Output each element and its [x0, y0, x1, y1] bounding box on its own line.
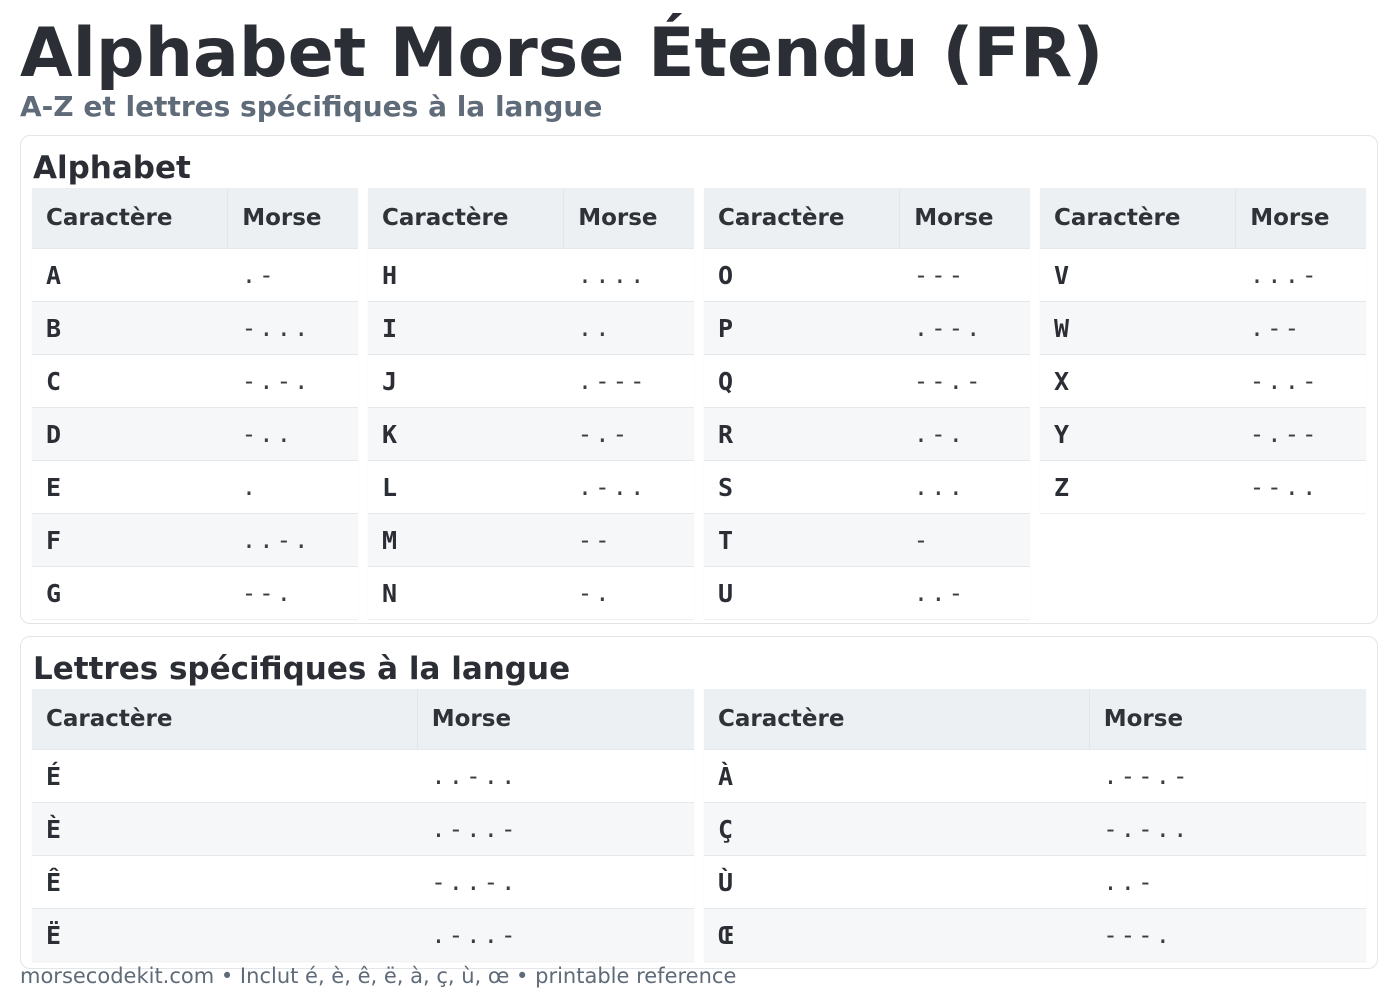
table-row	[32, 461, 358, 514]
morse-code-cell: ..-.	[228, 514, 358, 567]
column-header-morse: Morse	[564, 188, 694, 249]
morse-code-cell: -.-.	[228, 355, 358, 408]
character-cell: S	[704, 461, 900, 514]
table-row	[368, 249, 694, 302]
morse-code-cell: -...	[228, 302, 358, 355]
morse-code-cell: ...	[900, 461, 1030, 514]
table-row	[32, 514, 358, 567]
morse-code-cell: .-..-	[417, 909, 694, 962]
table-row	[704, 803, 1366, 856]
table-row	[704, 461, 1030, 514]
table-row	[368, 302, 694, 355]
morse-code-cell: --.-	[900, 355, 1030, 408]
morse-code-cell: -..-	[1236, 355, 1366, 408]
morse-code-cell: -	[900, 514, 1030, 567]
character-cell: V	[1040, 249, 1236, 302]
character-cell: X	[1040, 355, 1236, 408]
morse-code-cell: --	[564, 514, 694, 567]
table-row	[704, 909, 1366, 962]
table-row	[368, 355, 694, 408]
table-row	[704, 750, 1366, 803]
table-row	[704, 355, 1030, 408]
morse-table	[704, 188, 1030, 619]
morse-code-cell: -.	[564, 567, 694, 620]
morse-code-cell: ---	[900, 249, 1030, 302]
character-cell: K	[368, 408, 564, 461]
alphabet-panel	[20, 135, 1378, 624]
table-row	[368, 408, 694, 461]
table-row	[704, 514, 1030, 567]
morse-code-cell: -.-	[564, 408, 694, 461]
morse-table	[704, 689, 1366, 961]
morse-code-cell: .-..	[564, 461, 694, 514]
character-cell: Œ	[704, 909, 1089, 962]
character-cell: I	[368, 302, 564, 355]
column-header-character: Caractère	[1040, 188, 1236, 249]
column-header-character: Caractère	[704, 689, 1089, 750]
table-row	[32, 856, 694, 909]
morse-code-cell: ..-	[900, 567, 1030, 620]
page-subtitle: A-Z et lettres spécifiques à la langue	[20, 90, 603, 123]
morse-code-cell: .-.	[900, 408, 1030, 461]
morse-code-cell: -.--	[1236, 408, 1366, 461]
table-header-row	[1040, 188, 1366, 249]
character-cell: H	[368, 249, 564, 302]
column-header-character: Caractère	[32, 188, 228, 249]
table-row	[32, 249, 358, 302]
table-header-row	[704, 188, 1030, 249]
table-row	[704, 302, 1030, 355]
character-cell: N	[368, 567, 564, 620]
character-cell: Q	[704, 355, 900, 408]
morse-code-cell: --..	[1236, 461, 1366, 514]
footer-note: morsecodekit.com • Inclut é, è, ê, ë, à, ç, ù, œ • printable reference	[20, 964, 737, 988]
character-cell: C	[32, 355, 228, 408]
morse-code-cell: .	[228, 461, 358, 514]
character-cell: Z	[1040, 461, 1236, 514]
table-row	[368, 514, 694, 567]
character-cell: A	[32, 249, 228, 302]
character-cell: P	[704, 302, 900, 355]
character-cell: L	[368, 461, 564, 514]
morse-code-cell: .---	[564, 355, 694, 408]
morse-table	[32, 689, 694, 961]
table-header-row	[704, 689, 1366, 750]
table-row	[1040, 461, 1366, 514]
specific-grid	[32, 689, 1366, 961]
character-cell: U	[704, 567, 900, 620]
table-row	[1040, 408, 1366, 461]
character-cell: Y	[1040, 408, 1236, 461]
column-header-morse: Morse	[417, 689, 694, 750]
specific-section-title: Lettres spécifiques à la langue	[33, 651, 571, 687]
column-header-morse: Morse	[1089, 689, 1366, 750]
morse-code-cell: .-..-	[417, 803, 694, 856]
table-row	[32, 750, 694, 803]
character-cell: B	[32, 302, 228, 355]
character-cell: W	[1040, 302, 1236, 355]
morse-code-cell: .-	[228, 249, 358, 302]
morse-table	[32, 188, 358, 619]
table-row	[32, 408, 358, 461]
column-header-character: Caractère	[32, 689, 417, 750]
table-row	[32, 567, 358, 620]
page-title: Alphabet Morse Étendu (FR)	[20, 14, 1104, 93]
table-row	[368, 461, 694, 514]
table-row	[704, 856, 1366, 909]
morse-code-cell: .--.	[900, 302, 1030, 355]
morse-code-cell: ...-	[1236, 249, 1366, 302]
character-cell: J	[368, 355, 564, 408]
table-header-row	[368, 188, 694, 249]
morse-code-cell: ..-	[1089, 856, 1366, 909]
alphabet-grid	[32, 188, 1366, 619]
alphabet-section-title: Alphabet	[33, 150, 191, 186]
morse-code-cell: ..	[564, 302, 694, 355]
table-header-row	[32, 689, 694, 750]
character-cell: M	[368, 514, 564, 567]
character-cell: Ê	[32, 856, 417, 909]
morse-code-cell: -..	[228, 408, 358, 461]
morse-table	[368, 188, 694, 619]
table-row	[32, 909, 694, 962]
character-cell: Ç	[704, 803, 1089, 856]
character-cell: R	[704, 408, 900, 461]
table-row	[704, 408, 1030, 461]
character-cell: È	[32, 803, 417, 856]
morse-code-cell: ---.	[1089, 909, 1366, 962]
column-header-morse: Morse	[1236, 188, 1366, 249]
table-header-row	[32, 188, 358, 249]
character-cell: D	[32, 408, 228, 461]
morse-table	[1040, 188, 1366, 513]
character-cell: Ë	[32, 909, 417, 962]
table-row	[1040, 249, 1366, 302]
morse-code-cell: .--.-	[1089, 750, 1366, 803]
character-cell: É	[32, 750, 417, 803]
morse-code-cell: .--	[1236, 302, 1366, 355]
table-row	[1040, 355, 1366, 408]
morse-code-cell: -..-.	[417, 856, 694, 909]
character-cell: F	[32, 514, 228, 567]
character-cell: T	[704, 514, 900, 567]
character-cell: Ù	[704, 856, 1089, 909]
morse-code-cell: -.-..	[1089, 803, 1366, 856]
table-row	[32, 803, 694, 856]
character-cell: E	[32, 461, 228, 514]
morse-code-cell: ..-..	[417, 750, 694, 803]
column-header-morse: Morse	[900, 188, 1030, 249]
column-header-morse: Morse	[228, 188, 358, 249]
table-row	[704, 567, 1030, 620]
table-row	[32, 302, 358, 355]
character-cell: À	[704, 750, 1089, 803]
morse-code-cell: --.	[228, 567, 358, 620]
character-cell: O	[704, 249, 900, 302]
column-header-character: Caractère	[704, 188, 900, 249]
character-cell: G	[32, 567, 228, 620]
table-row	[368, 567, 694, 620]
table-row	[32, 355, 358, 408]
table-row	[704, 249, 1030, 302]
table-row	[1040, 302, 1366, 355]
specific-letters-panel	[20, 636, 1378, 969]
column-header-character: Caractère	[368, 188, 564, 249]
morse-code-cell: ....	[564, 249, 694, 302]
